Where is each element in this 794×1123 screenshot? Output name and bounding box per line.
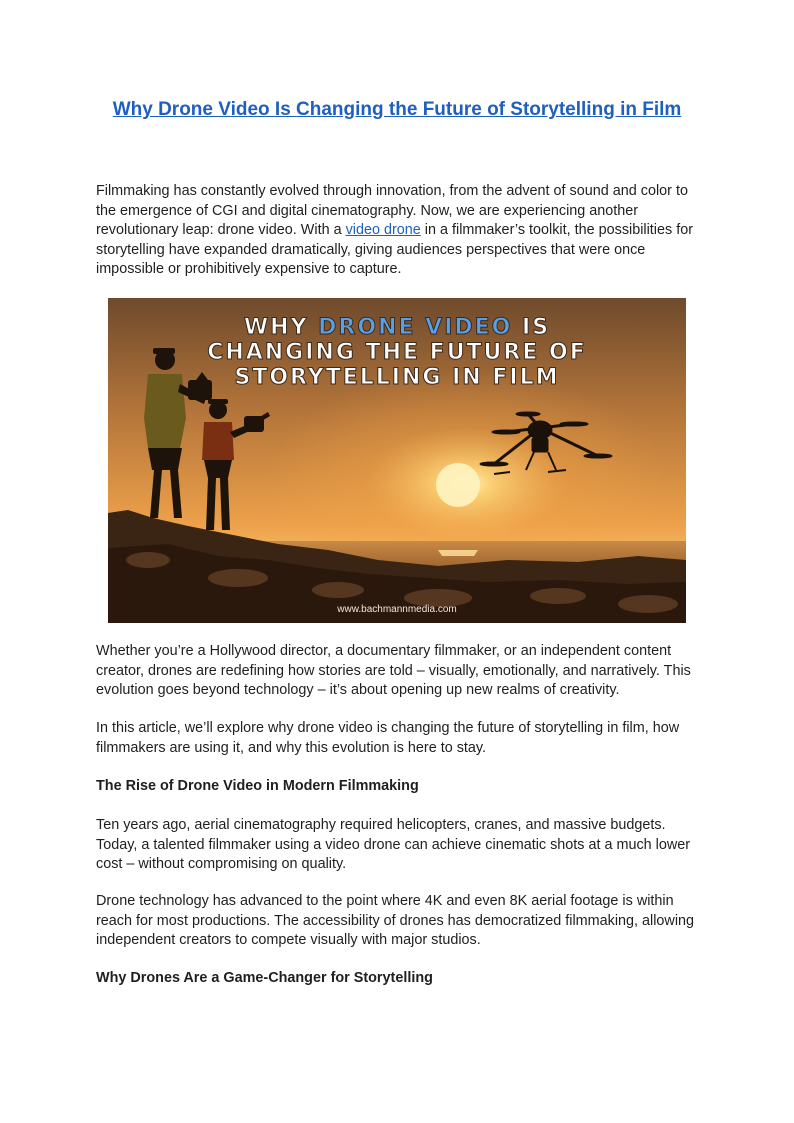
hero-title-line-3: STORYTELLING IN FILM: [234, 365, 560, 390]
hero-title-line-2: CHANGING THE FUTURE OF: [207, 340, 587, 365]
paragraph-5: Drone technology has advanced to the point where 4K and even 8K aerial footage is within reach for most productions. The accessibility of drones has democratized filmmaking, allowing independent creators to compete visually with major studios.: [96, 893, 695, 949]
section-heading-game-changer: Why Drones Are a Game-Changer for Storytelling: [96, 970, 433, 986]
hero-line1-highlight: DRONE VIDEO: [318, 315, 513, 340]
intro-text-1: Filmmaking has constantly evolved through innovation, from the advent of sound and color to the emergence of CGI and digital cinematography. Now, we are experiencing another revolutionary leap: drone video. With a: [96, 183, 688, 239]
section-heading-rise: The Rise of Drone Video in Modern Filmmaking: [96, 778, 419, 794]
hero-line1-c: IS: [512, 315, 551, 340]
hero-image: [108, 298, 686, 623]
intro-text-2: in a filmmaker’s toolkit, the possibilities for storytelling have expanded dramatically, giving audiences perspectives that were once impossible or prohibitively expensive to capture.: [96, 222, 693, 278]
video-drone-link[interactable]: video drone: [345, 222, 421, 239]
hero-line1-a: WHY: [243, 315, 319, 340]
paragraph-3: In this article, we’ll explore why drone video is changing the future of storytelling in film, how filmmakers are using it, and why this evolution is here to stay.: [96, 720, 680, 756]
paragraph-2: Whether you’re a Hollywood director, a documentary filmmaker, or an independent content creator, drones are redefining how stories are told – visually, emotionally, and narratively. This evolution goes beyond technology – it’s about opening up new realms of creativity.: [96, 643, 691, 699]
paragraph-4: Ten years ago, aerial cinematography required helicopters, cranes, and massive budgets. Today, a talented filmmaker using a video drone can achieve cinematic shots at a much lower cost – without compromising on quality.: [96, 817, 691, 873]
hero-watermark: www.bachmannmedia.com: [337, 604, 457, 615]
sun: [436, 463, 480, 507]
intro-paragraph: [96, 182, 700, 280]
article-title[interactable]: Why Drone Video Is Changing the Future of Storytelling in Film: [112, 99, 682, 120]
hero-title-line-1: [244, 315, 550, 340]
